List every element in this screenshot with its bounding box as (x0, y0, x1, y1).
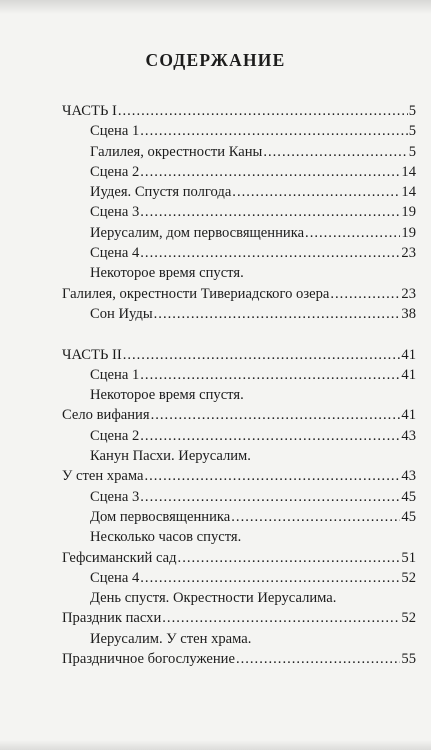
toc-entry (62, 367, 416, 387)
dot-leader (140, 245, 400, 262)
toc-entry (62, 123, 416, 143)
toc-entry-page: 43 (401, 468, 416, 485)
toc-entry (62, 550, 416, 570)
toc-entry-label: Некоторое время спустя. (90, 265, 244, 282)
dot-leader (140, 367, 400, 384)
toc-entry (62, 204, 416, 224)
toc-entry-page: 23 (401, 285, 416, 302)
toc-entry-label: Сцена 2 (90, 163, 140, 180)
toc-entry-page: 5 (408, 103, 416, 119)
toc-entry-page: 38 (401, 305, 416, 322)
toc-entry-label: Праздничное богослужение (62, 651, 235, 668)
dot-leader (118, 103, 408, 120)
toc-entry (62, 631, 416, 651)
dot-leader (144, 468, 400, 485)
toc-entry (62, 164, 416, 184)
dot-leader (151, 407, 401, 424)
toc-entry-label: Иудея. Спустя полгода (90, 184, 232, 201)
dot-leader (236, 651, 400, 668)
toc-entry-page: 52 (401, 569, 416, 586)
toc-entry-label: Сцена 1 (90, 123, 140, 140)
toc-entry-page: 19 (401, 224, 416, 241)
toc-entry-page: 41 (401, 346, 416, 363)
toc-entry-page: 41 (401, 366, 416, 383)
toc-entry-label: Сцена 4 (90, 245, 140, 262)
toc-entry-page: 23 (401, 245, 416, 262)
toc-entry-label: Сон Иуды (90, 305, 153, 322)
dot-leader (330, 286, 400, 303)
toc-entry (62, 407, 416, 427)
toc-entry-page: 5 (408, 143, 416, 160)
toc-entry (62, 286, 416, 306)
toc-entry-label: Канун Пасхи. Иерусалим. (90, 448, 251, 465)
toc-entry (62, 103, 416, 123)
toc-entry-label: Иерусалим. У стен храма. (90, 630, 252, 647)
toc-entry-page: 43 (401, 427, 416, 444)
toc-entry-label: Галилея, окрестности Тивериадского озера (62, 285, 330, 302)
toc-entry-label: Праздник пасхи (62, 610, 162, 627)
dot-leader (140, 570, 400, 587)
toc-entry-page: 14 (401, 163, 416, 180)
dot-leader (263, 144, 407, 161)
toc-entry (62, 144, 416, 164)
toc-entry (62, 509, 416, 529)
toc-entry (62, 245, 416, 265)
toc-entry-page: 5 (408, 123, 416, 140)
toc-entry-label: Сцена 3 (90, 204, 140, 221)
toc-entry-label: Сцена 3 (90, 488, 140, 505)
dot-leader (140, 489, 400, 506)
dot-leader (140, 428, 400, 445)
toc-entry (62, 225, 416, 245)
toc-entry (62, 347, 416, 367)
dot-leader (140, 204, 400, 221)
dot-leader (162, 610, 400, 627)
toc-entry (62, 570, 416, 590)
page-bottom-shadow (0, 740, 431, 750)
toc-entry (62, 306, 416, 326)
toc-entry-label: Село вифания (62, 407, 150, 424)
toc-entry-page: 41 (401, 407, 416, 424)
toc-entry (62, 489, 416, 509)
toc-entry (62, 428, 416, 448)
toc-entry-page: 45 (401, 488, 416, 505)
toc-entry (62, 651, 416, 671)
toc-entry (62, 590, 416, 610)
toc-entry-label: Сцена 2 (90, 427, 140, 444)
toc-entry (62, 387, 416, 407)
toc-entry-label: ЧАСТЬ I (62, 103, 117, 119)
dot-leader (305, 225, 400, 242)
toc-entry-page: 55 (401, 651, 416, 668)
toc-entry-label: Некоторое время спустя. (90, 387, 244, 404)
toc-entry-label: Сцена 4 (90, 569, 140, 586)
toc-entry-label: Гефсиманский сад (62, 549, 177, 566)
toc-entry (62, 468, 416, 488)
toc-entry-page: 45 (401, 508, 416, 525)
page-top-shadow (0, 0, 431, 14)
toc-entry-page: 19 (401, 204, 416, 221)
toc-entry-label: День спустя. Окрестности Иерусалима. (90, 590, 337, 607)
toc-entry-label: Дом первосвященника (90, 508, 231, 525)
toc-entry-label: ЧАСТЬ II (62, 346, 122, 363)
page-title: СОДЕРЖАНИЕ (145, 50, 286, 70)
toc-entry-label: У стен храма (62, 468, 144, 485)
dot-leader (231, 509, 400, 526)
dot-leader (140, 164, 400, 181)
toc-entry-page: 52 (401, 610, 416, 627)
dot-leader (123, 347, 401, 364)
toc-entry (62, 184, 416, 204)
dot-leader (140, 123, 407, 140)
toc-entry-page: 51 (401, 549, 416, 566)
toc-entry-label: Несколько часов спустя. (90, 529, 242, 546)
dot-leader (232, 184, 400, 201)
toc-entry-label: Сцена 1 (90, 366, 140, 383)
table-of-contents (62, 103, 416, 671)
toc-entry (62, 610, 416, 630)
dot-leader (178, 550, 401, 567)
dot-leader (154, 306, 401, 323)
toc-entry (62, 529, 416, 549)
toc-entry-label: Иерусалим, дом первосвященника (90, 224, 305, 241)
toc-entry-label: Галилея, окрестности Каны (90, 143, 263, 160)
toc-entry-page: 14 (401, 184, 416, 201)
toc-entry (62, 265, 416, 285)
toc-entry (62, 448, 416, 468)
